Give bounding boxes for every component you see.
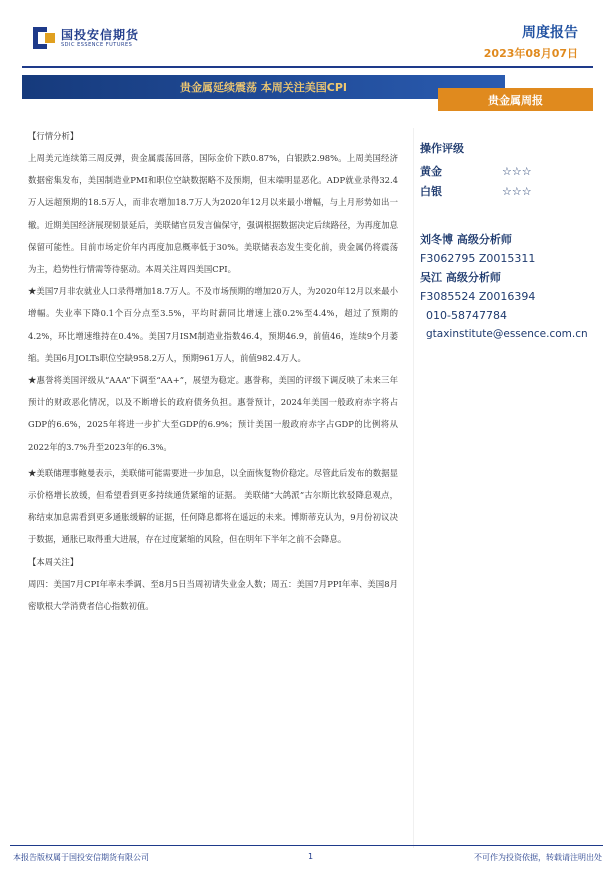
logo-name-en: SDIC ESSENCE FUTURES <box>61 41 133 48</box>
section-heading-this-week: 【本周关注】 <box>28 556 79 567</box>
section-heading-market-analysis: 【行情分析】 <box>28 131 79 141</box>
report-date: 2023年08月07日 <box>483 47 578 60</box>
report-title: 贵金属延续震荡 本周关注美国CPI <box>179 81 348 94</box>
footer-disclaimer: 不可作为投资依据，转载请注明出处 <box>474 853 602 862</box>
analyst-1-license: F3062795 Z0015311 <box>420 252 536 265</box>
rating-name: 黄金 <box>420 165 442 178</box>
star-rating-icon: ☆☆☆ <box>502 164 532 178</box>
header-divider <box>22 66 593 68</box>
rating-row-silver <box>420 181 610 201</box>
footer-divider <box>10 845 603 846</box>
report-body <box>28 125 398 617</box>
page-number: 1 <box>308 852 314 861</box>
column-divider <box>413 128 414 848</box>
analyst-panel <box>420 230 615 344</box>
company-logo <box>33 27 139 49</box>
paragraph-calendar: 周四：美国7月CPI年率未季调、至8月5日当周初请失业金人数；周五：美国7月PPI年率、美国8月密歇根大学消费者信心指数初值。 <box>28 578 398 611</box>
footer-copyright: 本报告版权属于国投安信期货有限公司 <box>13 853 149 862</box>
rating-name: 白银 <box>420 185 442 198</box>
rating-row-gold <box>420 161 610 181</box>
star-rating-icon: ☆☆☆ <box>502 184 532 198</box>
category-label: 贵金属周报 <box>488 93 543 107</box>
logo-mark-icon <box>33 27 55 49</box>
analyst-1-name: 刘冬博 高级分析师 <box>420 233 512 246</box>
paragraph-fed-officials: ★美联储理事鲍曼表示，美联储可能需要进一步加息，以全面恢复物价稳定。尽管此后发布的数据显示价格增长放缓，但希望看到更多持续通货紧缩的证据。 美联储“大鸽派”古尔斯比软驳降息观点，称结束加息需看到更多通胀缓解的证据，任何降息都将在遥远的未来。博斯蒂克认为，9月份初议决于数据，通胀已取得重大进展，存在过度紧缩的风险，但在明年下半年之前不会降息。 <box>28 467 398 545</box>
paragraph-overview: 上周美元连续第三周反弹，贵金属震荡回落，国际金价下跌0.87%，白银跌2.98%。上周美国经济数据密集发布，美国制造业PMI和职位空缺数据略不及预期，但末端明显恶化。ADP就业录得32.4万人远超预期的18.5万人，而非农增加18.7万人为2020年12月以来最小增幅，与上月形势如出一辙。近期美国经济展现韧景延后，美联储官员发言偏保守，强调根据数据决定后续路径，为再度加息保留可能性。目前市场定价年内再度加息概率低于30%。美联储表态发生变化前，贵金属仍将震荡为主，趋势性行情需等待驱动。本周关注周四美国CPI。 <box>28 153 398 275</box>
analyst-2-license: F3085524 Z0016394 <box>420 290 536 303</box>
rating-panel <box>420 140 610 201</box>
title-band <box>22 75 505 99</box>
analyst-2-name: 吴江 高级分析师 <box>420 271 501 284</box>
category-tab <box>438 88 593 111</box>
report-type: 周度报告 <box>522 25 578 41</box>
logo-name-cn: 国投安信期货 <box>61 27 140 42</box>
paragraph-fitch-downgrade: ★惠誉将美国评级从“AAA”下调至“AA+”，展望为稳定。惠誉称，美国的评级下调反映了未来三年预计的财政恶化情况，以及不断增长的政府债务负担。惠誉预计，2024年美国一般政府赤字将占GDP的6.6%，2025年将进一步扩大至GDP的6.9%；预计美国一般政府赤字占GDP的比例将从2022年的3.7%升至2023年的6.3%。 <box>28 375 398 452</box>
paragraph-nonfarm: ★美国7月非农就业人口录得增加18.7万人。不及市场预期的增加20万人，为2020年12月以来最小增幅。失业率下降0.1个百分点至3.5%，平均时薪同比增速上涨0.2%至4.4%，超过了预期的4.2%，环比增速维持在0.4%。美国7月ISM制造业指数46.4，预期46.9，前值46，连续9个月萎缩。美国6月JOLTs职位空缺958.2万人，预期961万人，前值982.4万人。 <box>28 286 398 363</box>
contact-email[interactable]: gtaxinstitute@essence.com.cn <box>426 328 588 340</box>
contact-phone: 010-58747784 <box>426 309 507 322</box>
rating-title: 操作评级 <box>420 142 464 155</box>
